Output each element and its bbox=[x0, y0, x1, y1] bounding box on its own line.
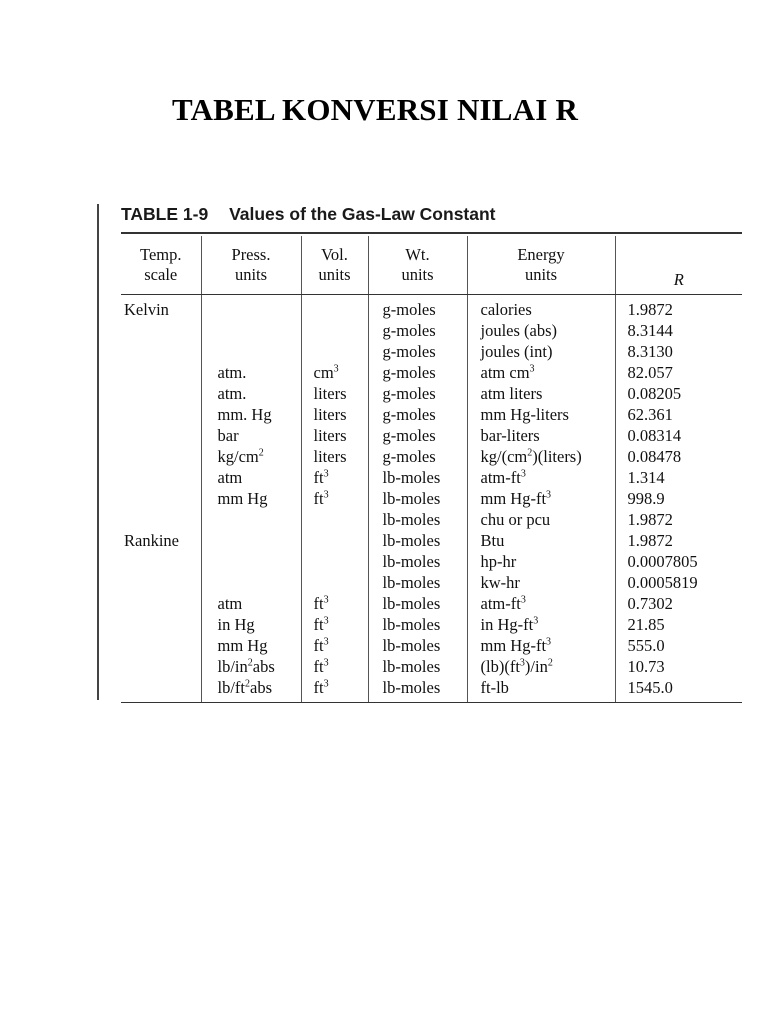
cell-wt: g-moles bbox=[368, 446, 467, 467]
cell-r: 0.08478 bbox=[627, 447, 682, 466]
header-wt-line1: Wt. bbox=[405, 245, 430, 264]
cell-press: in Hg bbox=[201, 614, 301, 635]
cell-r: 8.3144 bbox=[627, 321, 673, 340]
cell-vol bbox=[301, 509, 368, 530]
cell-vol bbox=[301, 572, 368, 593]
table-row bbox=[121, 656, 742, 677]
page-title: TABEL KONVERSI NILAI R bbox=[172, 92, 579, 127]
cell-r: 0.7302 bbox=[627, 594, 673, 613]
cell-press bbox=[201, 530, 301, 551]
table-caption bbox=[121, 204, 496, 225]
cell-wt: g-moles bbox=[368, 404, 467, 425]
table-row bbox=[121, 425, 742, 446]
cell-wt: lb-moles bbox=[368, 509, 467, 530]
table-row bbox=[121, 295, 742, 321]
cell-energy: atm-$ft^3$ bbox=[467, 467, 615, 488]
table-row bbox=[121, 509, 742, 530]
cell-vol: $ft^3$ bbox=[301, 656, 368, 677]
cell-vol bbox=[301, 295, 368, 321]
table-row bbox=[121, 446, 742, 467]
cell-wt: lb-moles bbox=[368, 551, 467, 572]
cell-r: 1.9872 bbox=[627, 531, 673, 550]
cell-r: 1.314 bbox=[627, 468, 665, 487]
cell-r: 1.9872 bbox=[627, 300, 673, 319]
table-row bbox=[121, 593, 742, 614]
table-row bbox=[121, 362, 742, 383]
header-press-units bbox=[201, 236, 301, 295]
cell-press: atm. bbox=[201, 383, 301, 404]
cell-energy: bar-liters bbox=[467, 425, 615, 446]
header-vol-units bbox=[301, 236, 368, 295]
cell-wt: g-moles bbox=[368, 295, 467, 321]
cell-energy: joules (int) bbox=[467, 341, 615, 362]
cell-wt: lb-moles bbox=[368, 614, 467, 635]
header-vol-line1: Vol. bbox=[321, 245, 348, 264]
cell-r: 555.0 bbox=[627, 636, 665, 655]
header-energy-line1: Energy bbox=[517, 245, 565, 264]
cell-temp bbox=[121, 572, 201, 593]
cell-vol: liters bbox=[301, 404, 368, 425]
cell-press: atm bbox=[201, 593, 301, 614]
cell-vol: $ft^3$ bbox=[301, 488, 368, 509]
cell-vol bbox=[301, 320, 368, 341]
cell-temp bbox=[121, 467, 201, 488]
cell-press bbox=[201, 295, 301, 321]
cell-energy: mm Hg-liters bbox=[467, 404, 615, 425]
table-top-rule bbox=[121, 232, 742, 234]
cell-press bbox=[201, 320, 301, 341]
cell-press: mm Hg bbox=[201, 635, 301, 656]
cell-temp bbox=[121, 656, 201, 677]
header-temp-scale bbox=[121, 236, 201, 295]
cell-temp bbox=[121, 551, 201, 572]
cell-press bbox=[201, 509, 301, 530]
cell-temp bbox=[121, 320, 201, 341]
cell-wt: g-moles bbox=[368, 425, 467, 446]
cell-press: bar bbox=[201, 425, 301, 446]
cell-press: $lb/in^2abs$ bbox=[201, 656, 301, 677]
header-press-line2: units bbox=[234, 265, 268, 284]
cell-energy: chu or pcu bbox=[467, 509, 615, 530]
cell-press bbox=[201, 341, 301, 362]
cell-energy: hp-hr bbox=[467, 551, 615, 572]
cell-r: 1.9872 bbox=[627, 510, 673, 529]
cell-temp bbox=[121, 341, 201, 362]
gas-constant-table bbox=[121, 236, 742, 703]
cell-temp bbox=[121, 488, 201, 509]
cell-vol: $cm^3$ bbox=[301, 362, 368, 383]
cell-press: $lb/ft^2abs$ bbox=[201, 677, 301, 703]
cell-temp bbox=[121, 446, 201, 467]
cell-r: 0.0007805 bbox=[627, 552, 698, 571]
table-row bbox=[121, 467, 742, 488]
header-press-line1: Press. bbox=[231, 245, 271, 264]
page-left-edge-rule bbox=[97, 204, 99, 700]
cell-energy: atm liters bbox=[467, 383, 615, 404]
cell-vol bbox=[301, 341, 368, 362]
header-energy-line2: units bbox=[524, 265, 558, 284]
cell-energy: kw-hr bbox=[467, 572, 615, 593]
gas-constant-table-block bbox=[97, 204, 748, 700]
cell-wt: lb-moles bbox=[368, 656, 467, 677]
cell-vol: $ft^3$ bbox=[301, 677, 368, 703]
cell-press bbox=[201, 551, 301, 572]
cell-temp bbox=[121, 635, 201, 656]
table-caption-text: Values of the Gas-Law Constant bbox=[229, 204, 496, 224]
cell-vol bbox=[301, 530, 368, 551]
cell-temp bbox=[121, 677, 201, 703]
cell-r: 82.057 bbox=[627, 363, 673, 382]
header-wt-units bbox=[368, 236, 467, 295]
cell-temp bbox=[121, 509, 201, 530]
cell-r: 1545.0 bbox=[615, 677, 742, 703]
cell-wt: lb-moles bbox=[368, 488, 467, 509]
cell-energy: mm $Hg-ft^3$ bbox=[467, 488, 615, 509]
cell-press: $kg/cm^2$ bbox=[201, 446, 301, 467]
table-caption-label: TABLE 1-9 bbox=[121, 204, 209, 224]
cell-temp bbox=[121, 425, 201, 446]
cell-vol: liters bbox=[301, 383, 368, 404]
table-row bbox=[121, 341, 742, 362]
cell-temp: Rankine bbox=[121, 530, 201, 551]
cell-wt: lb-moles bbox=[368, 467, 467, 488]
cell-wt: g-moles bbox=[368, 383, 467, 404]
header-r: R bbox=[615, 236, 742, 295]
cell-wt: g-moles bbox=[368, 341, 467, 362]
cell-vol: $ft^3$ bbox=[301, 635, 368, 656]
cell-press: atm bbox=[201, 467, 301, 488]
cell-vol: $ft^3$ bbox=[301, 593, 368, 614]
table-row bbox=[121, 320, 742, 341]
table-row bbox=[121, 677, 742, 703]
cell-wt: lb-moles bbox=[368, 677, 467, 703]
cell-energy: $kg/(cm^2)(liters)$ bbox=[467, 446, 615, 467]
table-row bbox=[121, 614, 742, 635]
cell-vol bbox=[301, 551, 368, 572]
cell-r: 0.0005819 bbox=[627, 573, 698, 592]
cell-wt: g-moles bbox=[368, 362, 467, 383]
cell-energy: atm $cm^3$ bbox=[467, 362, 615, 383]
cell-temp bbox=[121, 383, 201, 404]
cell-press bbox=[201, 572, 301, 593]
cell-vol: $ft^3$ bbox=[301, 614, 368, 635]
cell-wt: lb-moles bbox=[368, 572, 467, 593]
cell-temp bbox=[121, 593, 201, 614]
table-row bbox=[121, 383, 742, 404]
cell-energy: joules (abs) bbox=[467, 320, 615, 341]
cell-press: mm Hg bbox=[201, 488, 301, 509]
table-row bbox=[121, 551, 742, 572]
table-row bbox=[121, 404, 742, 425]
cell-wt: lb-moles bbox=[368, 635, 467, 656]
header-vol-line2: units bbox=[318, 265, 351, 284]
cell-r: 62.361 bbox=[627, 405, 673, 424]
cell-temp bbox=[121, 404, 201, 425]
cell-r: 8.3130 bbox=[627, 342, 673, 361]
table-row bbox=[121, 635, 742, 656]
cell-press: mm. Hg bbox=[201, 404, 301, 425]
cell-energy: mm $Hg-ft^3$ bbox=[467, 635, 615, 656]
cell-energy: ft-lb bbox=[467, 677, 615, 703]
cell-wt: lb-moles bbox=[368, 530, 467, 551]
cell-energy: $(lb)(ft^3)/in^2$ bbox=[467, 656, 615, 677]
cell-r: 21.85 bbox=[627, 615, 665, 634]
cell-wt: g-moles bbox=[368, 320, 467, 341]
cell-vol: liters bbox=[301, 446, 368, 467]
table-row bbox=[121, 488, 742, 509]
cell-energy: in $Hg-ft^3$ bbox=[467, 614, 615, 635]
cell-temp: Kelvin bbox=[121, 295, 201, 321]
cell-r: 10.73 bbox=[627, 657, 665, 676]
cell-press: atm. bbox=[201, 362, 301, 383]
header-wt-line2: units bbox=[401, 265, 434, 284]
cell-r: 998.9 bbox=[627, 489, 665, 508]
table-body bbox=[121, 295, 742, 703]
cell-r: 0.08205 bbox=[627, 384, 682, 403]
header-temp-line2: scale bbox=[144, 265, 178, 284]
cell-r: 0.08314 bbox=[627, 426, 682, 445]
cell-temp bbox=[121, 362, 201, 383]
header-energy-units bbox=[467, 236, 615, 295]
table-row bbox=[121, 530, 742, 551]
table-row bbox=[121, 572, 742, 593]
cell-temp bbox=[121, 614, 201, 635]
cell-vol: liters bbox=[301, 425, 368, 446]
cell-energy: calories bbox=[467, 295, 615, 321]
cell-energy: atm-$ft^3$ bbox=[467, 593, 615, 614]
cell-energy: Btu bbox=[467, 530, 615, 551]
cell-wt: lb-moles bbox=[368, 593, 467, 614]
header-temp-line1: Temp. bbox=[140, 245, 182, 264]
cell-vol: $ft^3$ bbox=[301, 467, 368, 488]
table-header-row bbox=[121, 236, 742, 295]
